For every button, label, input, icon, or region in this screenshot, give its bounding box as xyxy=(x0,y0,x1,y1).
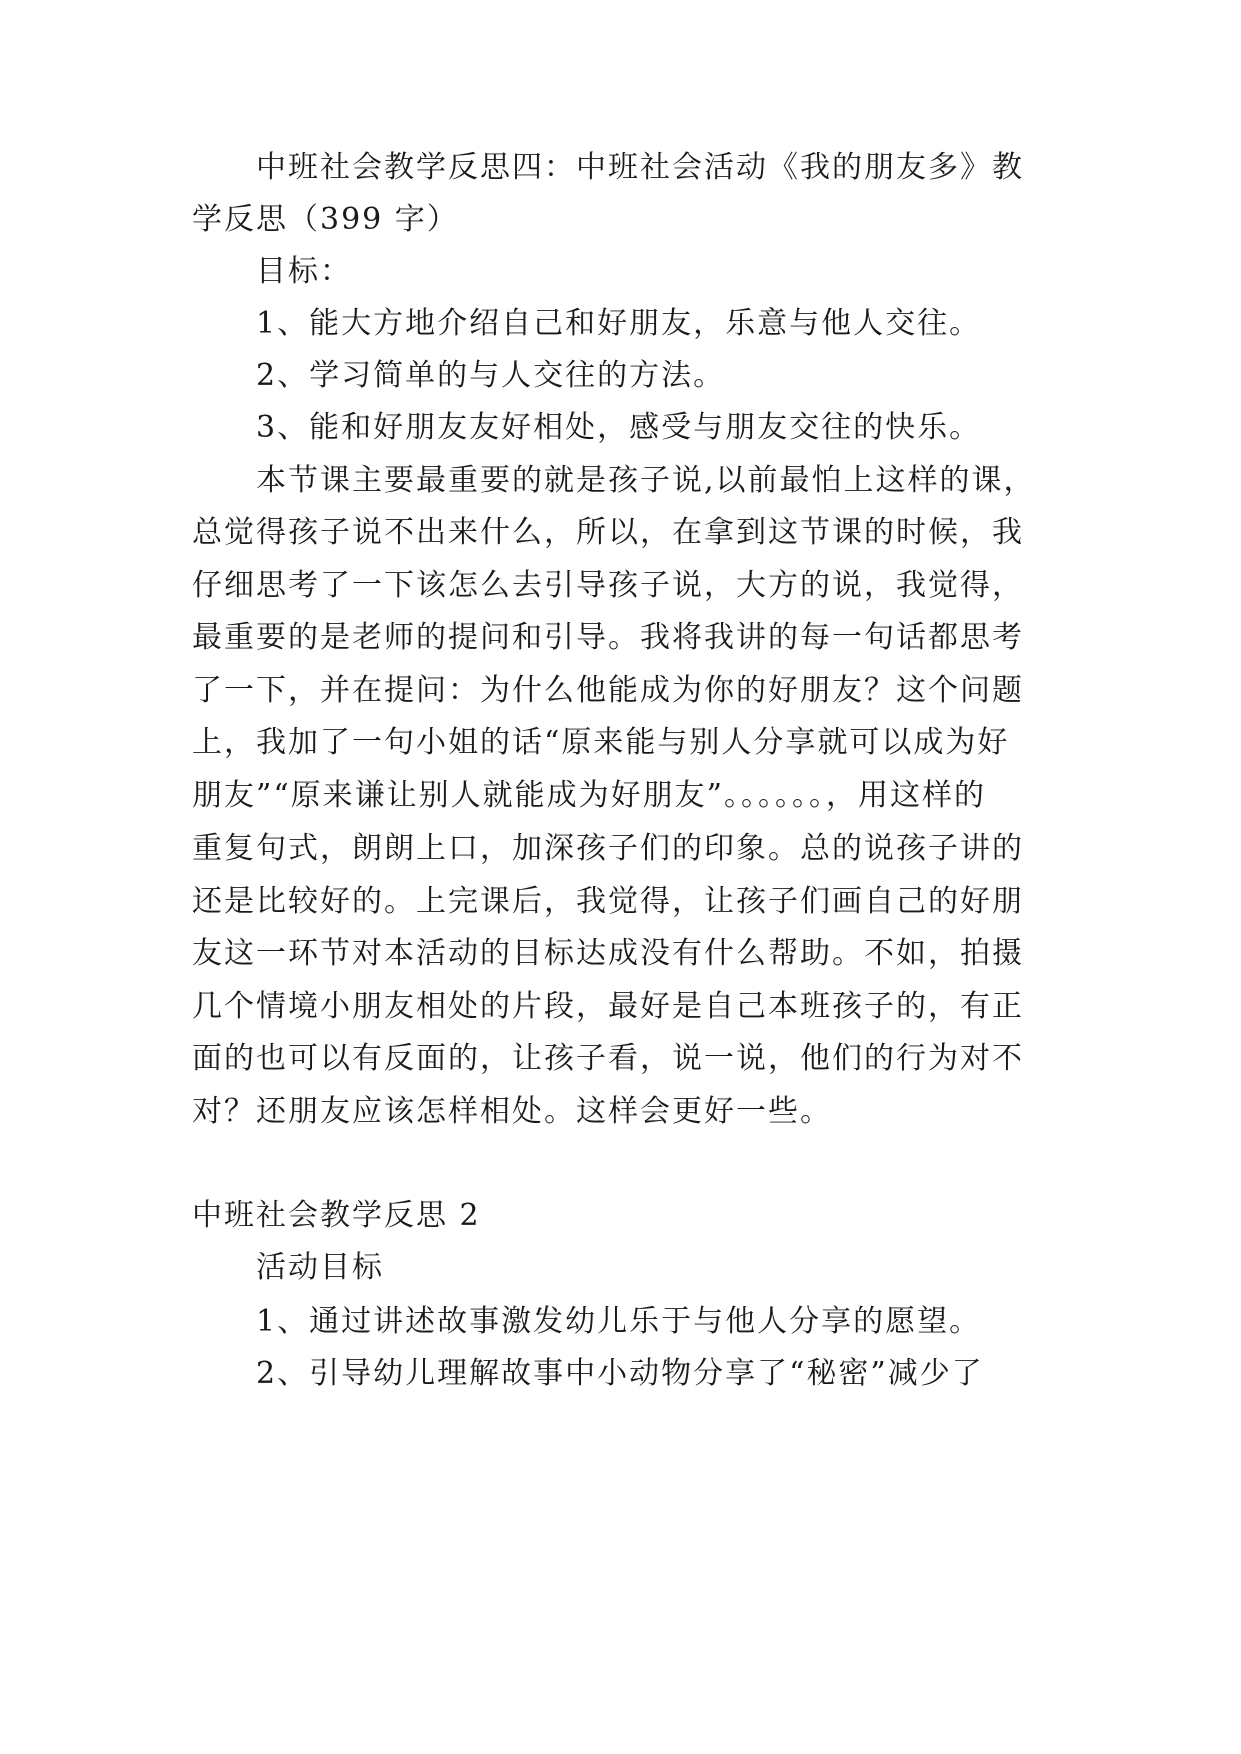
paragraph-line: 了一下，并在提问：为什么他能成为你的好朋友？这个问题 xyxy=(192,673,1024,708)
paragraph-line: 还是比较好的。上完课后，我觉得，让孩子们画自己的好朋 xyxy=(192,884,1024,919)
paragraph-line: 几个情境小朋友相处的片段，最好是自己本班孩子的，有正 xyxy=(192,989,1024,1024)
goal-item: 3、能和好朋友友好相处，感受与朋友交往的快乐。 xyxy=(256,410,982,445)
paragraph-line: 最重要的是老师的提问和引导。我将我讲的每一句话都思考 xyxy=(192,620,1024,655)
goal-item: 1、能大方地介绍自己和好朋友，乐意与他人交往。 xyxy=(256,306,982,341)
paragraph-line: 总觉得孩子说不出来什么，所以，在拿到这节课的时候，我 xyxy=(192,515,1024,550)
paragraph-line: 重复句式，朗朗上口，加深孩子们的印象。总的说孩子讲的 xyxy=(192,831,1024,866)
paragraph-line: 友这一环节对本活动的目标达成没有什么帮助。不如，拍摄 xyxy=(192,936,1024,971)
section-heading: 中班社会教学反思 2 xyxy=(192,1198,481,1233)
paragraph-line: 对？还朋友应该怎样相处。这样会更好一些。 xyxy=(192,1094,832,1129)
goals-label: 活动目标 xyxy=(256,1250,384,1285)
goal-item: 1、通过讲述故事激发幼儿乐于与他人分享的愿望。 xyxy=(256,1304,982,1339)
goal-item: 2、引导幼儿理解故事中小动物分享了“秘密”减少了 xyxy=(256,1356,984,1391)
paragraph-line: 仔细思考了一下该怎么去引导孩子说，大方的说，我觉得， xyxy=(192,568,1024,603)
paragraph-line: 面的也可以有反面的，让孩子看，说一说，他们的行为对不 xyxy=(192,1041,1024,1076)
paragraph-line: 朋友”“原来谦让别人就能成为好朋友”。。。。。。，用这样的 xyxy=(192,778,987,813)
goal-item: 2、学习简单的与人交往的方法。 xyxy=(256,358,726,393)
paragraph-line: 本节课主要最重要的就是孩子说,以前最怕上这样的课， xyxy=(256,463,1036,498)
section-title-line-2: 学反思（399 字） xyxy=(192,202,459,237)
section-title-line-1: 中班社会教学反思四：中班社会活动《我的朋友多》教 xyxy=(256,150,1024,185)
paragraph-line: 上，我加了一句小姐的话“原来能与别人分享就可以成为好 xyxy=(192,725,1010,760)
goals-label: 目标： xyxy=(256,254,352,289)
